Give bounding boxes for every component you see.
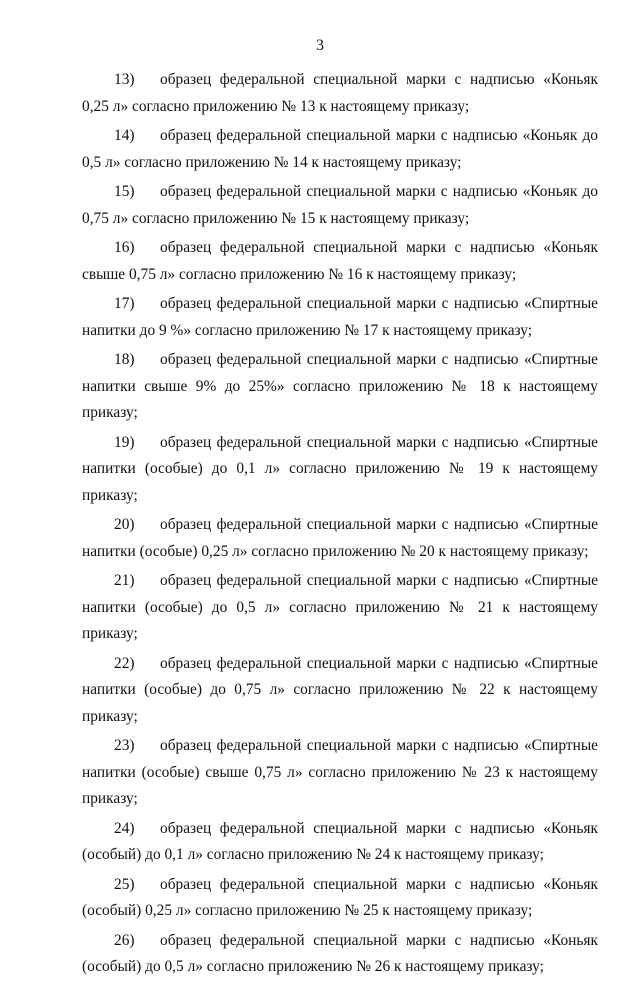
list-item [82, 651, 598, 731]
item-number: 20) [114, 516, 135, 533]
list-item [82, 235, 598, 288]
list-item [82, 512, 598, 565]
item-text: образец федеральной специальной марки с надписью «Коньяк до 0,5 л» согласно приложению № 14 к настоящему приказу; [82, 127, 598, 171]
item-text: образец федеральной специальной марки с надписью «Спиртные напитки свыше 9% до 25%» согласно приложению № 18 к настоящему приказу; [82, 351, 598, 421]
item-text: образец федеральной специальной марки с надписью «Коньяк (особый) до 0,5 л» согласно приложению № 26 к настоящему приказу; [82, 931, 598, 975]
list-item [82, 123, 598, 176]
item-text: образец федеральной специальной марки с надписью «Спиртные напитки до 9 %» согласно приложению № 17 к настоящему приказу; [82, 295, 598, 339]
item-list [82, 67, 598, 984]
item-text: образец федеральной специальной марки с надписью «Спиртные напитки (особые) 0,25 л» согласно приложению № 20 к настоящему приказу; [82, 516, 598, 560]
list-item [82, 291, 598, 344]
item-text: образец федеральной специальной марки с надписью «Спиртные напитки (особые) до 0,75 л» согласно приложению № 22 к настоящему приказу; [82, 654, 598, 725]
page-number: 3 [316, 37, 324, 54]
item-number: 21) [114, 572, 135, 589]
list-item [82, 733, 598, 813]
list-item [82, 430, 598, 510]
list-item [82, 928, 598, 981]
item-text: образец федеральной специальной марки с надписью «Спиртные напитки (особые) до 0,1 л» согласно приложению № 19 к настоящему приказу; [82, 433, 598, 504]
item-number: 14) [114, 127, 135, 144]
item-text: образец федеральной специальной марки с надписью «Коньяк (особый) до 0,1 л» согласно приложению № 24 к настоящему приказу; [82, 819, 598, 863]
item-text: образец федеральной специальной марки с надписью «Спиртные напитки (особые) свыше 0,75 л» согласно приложению № 23 к настоящему приказу; [82, 737, 598, 807]
item-number: 13) [114, 71, 135, 88]
list-item [82, 179, 598, 232]
item-number: 25) [114, 875, 135, 893]
item-number: 24) [114, 819, 135, 837]
item-number: 16) [114, 239, 135, 256]
item-number: 15) [114, 183, 135, 200]
item-text: образец федеральной специальной марки с надписью «Коньяк (особый) 0,25 л» согласно приложению № 25 к настоящему приказу; [82, 875, 598, 919]
item-number: 22) [114, 654, 135, 672]
list-item [82, 816, 598, 869]
item-number: 19) [114, 433, 135, 451]
list-item [82, 347, 598, 427]
item-text: образец федеральной специальной марки с надписью «Коньяк до 0,75 л» согласно приложению № 15 к настоящему приказу; [82, 183, 598, 227]
item-text: образец федеральной специальной марки с надписью «Коньяк 0,25 л» согласно приложению № 13 к настоящему приказу; [82, 71, 598, 115]
item-number: 17) [114, 295, 135, 312]
item-number: 23) [114, 737, 135, 754]
list-item [82, 568, 598, 648]
item-text: образец федеральной специальной марки с надписью «Коньяк свыше 0,75 л» согласно приложению № 16 к настоящему приказу; [82, 239, 598, 283]
item-number: 26) [114, 931, 135, 949]
list-item [82, 67, 598, 120]
list-item [82, 872, 598, 925]
item-number: 18) [114, 351, 135, 368]
item-text: образец федеральной специальной марки с надписью «Спиртные напитки (особые) до 0,5 л» согласно приложению № 21 к настоящему приказу; [82, 572, 598, 642]
